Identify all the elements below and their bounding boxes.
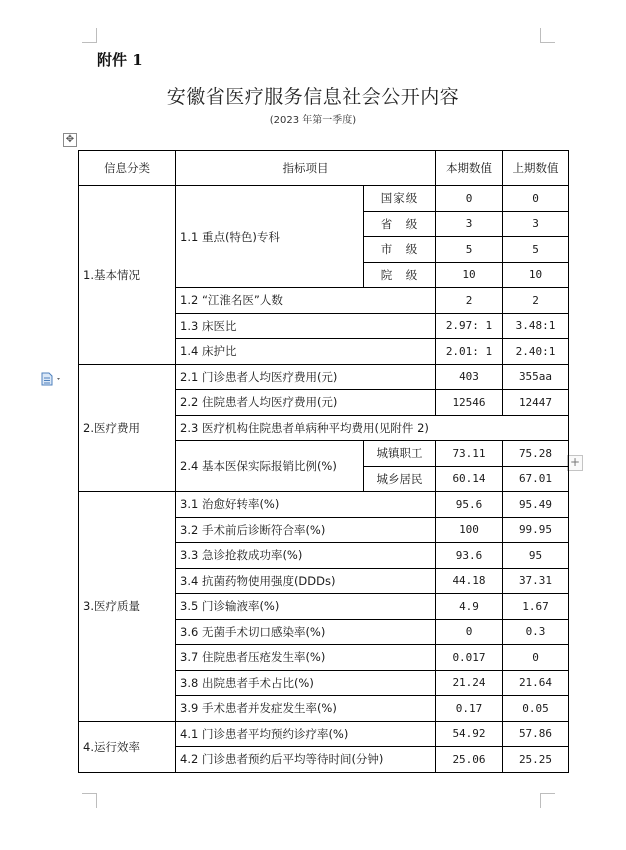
current-value: 44.18 xyxy=(436,568,503,594)
current-value: 95.6 xyxy=(436,492,503,518)
previous-value: 12447 xyxy=(503,390,569,416)
previous-value: 1.67 xyxy=(503,594,569,620)
item-label: 2.1 门诊患者人均医疗费用(元) xyxy=(176,364,436,390)
previous-value: 3 xyxy=(503,211,569,237)
current-value: 0 xyxy=(436,186,503,212)
level-label: 国家级 xyxy=(364,186,436,212)
current-value: 73.11 xyxy=(436,441,503,467)
crop-mark-bottom-left xyxy=(82,793,97,808)
previous-value: 99.95 xyxy=(503,517,569,543)
previous-value: 57.86 xyxy=(503,721,569,747)
previous-value: 0 xyxy=(503,186,569,212)
current-value: 25.06 xyxy=(436,747,503,773)
item-label: 3.9 手术患者并发症发生率(%) xyxy=(176,696,436,722)
previous-value: 67.01 xyxy=(503,466,569,492)
previous-value: 0.05 xyxy=(503,696,569,722)
current-value: 0 xyxy=(436,619,503,645)
current-value: 0.017 xyxy=(436,645,503,671)
item-label: 1.3 床医比 xyxy=(176,313,436,339)
previous-value: 21.64 xyxy=(503,670,569,696)
crop-mark-top-left xyxy=(82,28,97,43)
level-label: 省 级 xyxy=(364,211,436,237)
item-label: 3.7 住院患者压疮发生率(%) xyxy=(176,645,436,671)
previous-value: 2.40:1 xyxy=(503,339,569,365)
table-row xyxy=(79,721,569,747)
current-value: 10 xyxy=(436,262,503,288)
current-value: 12546 xyxy=(436,390,503,416)
item-label: 2.3 医疗机构住院患者单病种平均费用(见附件 2) xyxy=(176,415,569,441)
insurance-type-label: 城乡居民 xyxy=(364,466,436,492)
item-label: 4.1 门诊患者平均预约诊疗率(%) xyxy=(176,721,436,747)
previous-value: 95.49 xyxy=(503,492,569,518)
header-item: 指标项目 xyxy=(176,151,436,186)
paragraph-options-icon[interactable] xyxy=(40,371,64,385)
category-cost: 2.医疗费用 xyxy=(79,364,176,492)
current-value: 93.6 xyxy=(436,543,503,569)
previous-value: 0.3 xyxy=(503,619,569,645)
level-label: 市 级 xyxy=(364,237,436,263)
current-value: 0.17 xyxy=(436,696,503,722)
category-basic: 1.基本情况 xyxy=(79,186,176,365)
item-label: 3.8 出院患者手术占比(%) xyxy=(176,670,436,696)
previous-value: 25.25 xyxy=(503,747,569,773)
table-move-handle-icon[interactable]: ✥ xyxy=(63,133,77,147)
item-label: 3.1 治愈好转率(%) xyxy=(176,492,436,518)
table-row xyxy=(79,364,569,390)
attachment-label: 附件 1 xyxy=(97,51,143,69)
item-label: 3.6 无菌手术切口感染率(%) xyxy=(176,619,436,645)
previous-value: 10 xyxy=(503,262,569,288)
item-label: 3.2 手术前后诊断符合率(%) xyxy=(176,517,436,543)
current-value: 4.9 xyxy=(436,594,503,620)
table-row xyxy=(79,186,569,212)
current-value: 3 xyxy=(436,211,503,237)
item-label: 3.3 急诊抢救成功率(%) xyxy=(176,543,436,569)
item-label: 2.2 住院患者人均医疗费用(元) xyxy=(176,390,436,416)
add-row-icon[interactable]: + xyxy=(567,455,583,471)
current-value: 60.14 xyxy=(436,466,503,492)
previous-value: 37.31 xyxy=(503,568,569,594)
item-label: 2.4 基本医保实际报销比例(%) xyxy=(176,441,364,492)
previous-value: 75.28 xyxy=(503,441,569,467)
crop-mark-top-right xyxy=(540,28,555,43)
info-disclosure-table xyxy=(78,150,569,773)
insurance-type-label: 城镇职工 xyxy=(364,441,436,467)
crop-mark-bottom-right xyxy=(540,793,555,808)
current-value: 403 xyxy=(436,364,503,390)
item-label: 3.5 门诊输液率(%) xyxy=(176,594,436,620)
header-previous: 上期数值 xyxy=(503,151,569,186)
header-category: 信息分类 xyxy=(79,151,176,186)
category-quality: 3.医疗质量 xyxy=(79,492,176,722)
level-label: 院 级 xyxy=(364,262,436,288)
item-label: 4.2 门诊患者预约后平均等待时间(分钟) xyxy=(176,747,436,773)
table-row xyxy=(79,492,569,518)
current-value: 2 xyxy=(436,288,503,314)
item-label: 3.4 抗菌药物使用强度(DDDs) xyxy=(176,568,436,594)
current-value: 5 xyxy=(436,237,503,263)
category-efficiency: 4.运行效率 xyxy=(79,721,176,772)
previous-value: 5 xyxy=(503,237,569,263)
header-current: 本期数值 xyxy=(436,151,503,186)
previous-value: 95 xyxy=(503,543,569,569)
document-subtitle: (2023 年第一季度) xyxy=(269,115,357,126)
previous-value: 355aa xyxy=(503,364,569,390)
item-label: 1.1 重点(特色)专科 xyxy=(176,186,364,288)
current-value: 21.24 xyxy=(436,670,503,696)
document-title: 安徽省医疗服务信息社会公开内容 xyxy=(166,86,460,108)
item-label: 1.2 “江淮名医”人数 xyxy=(176,288,436,314)
current-value: 54.92 xyxy=(436,721,503,747)
table-header-row xyxy=(79,151,569,186)
current-value: 100 xyxy=(436,517,503,543)
current-value: 2.97: 1 xyxy=(436,313,503,339)
previous-value: 3.48:1 xyxy=(503,313,569,339)
current-value: 2.01: 1 xyxy=(436,339,503,365)
previous-value: 0 xyxy=(503,645,569,671)
item-label: 1.4 床护比 xyxy=(176,339,436,365)
previous-value: 2 xyxy=(503,288,569,314)
